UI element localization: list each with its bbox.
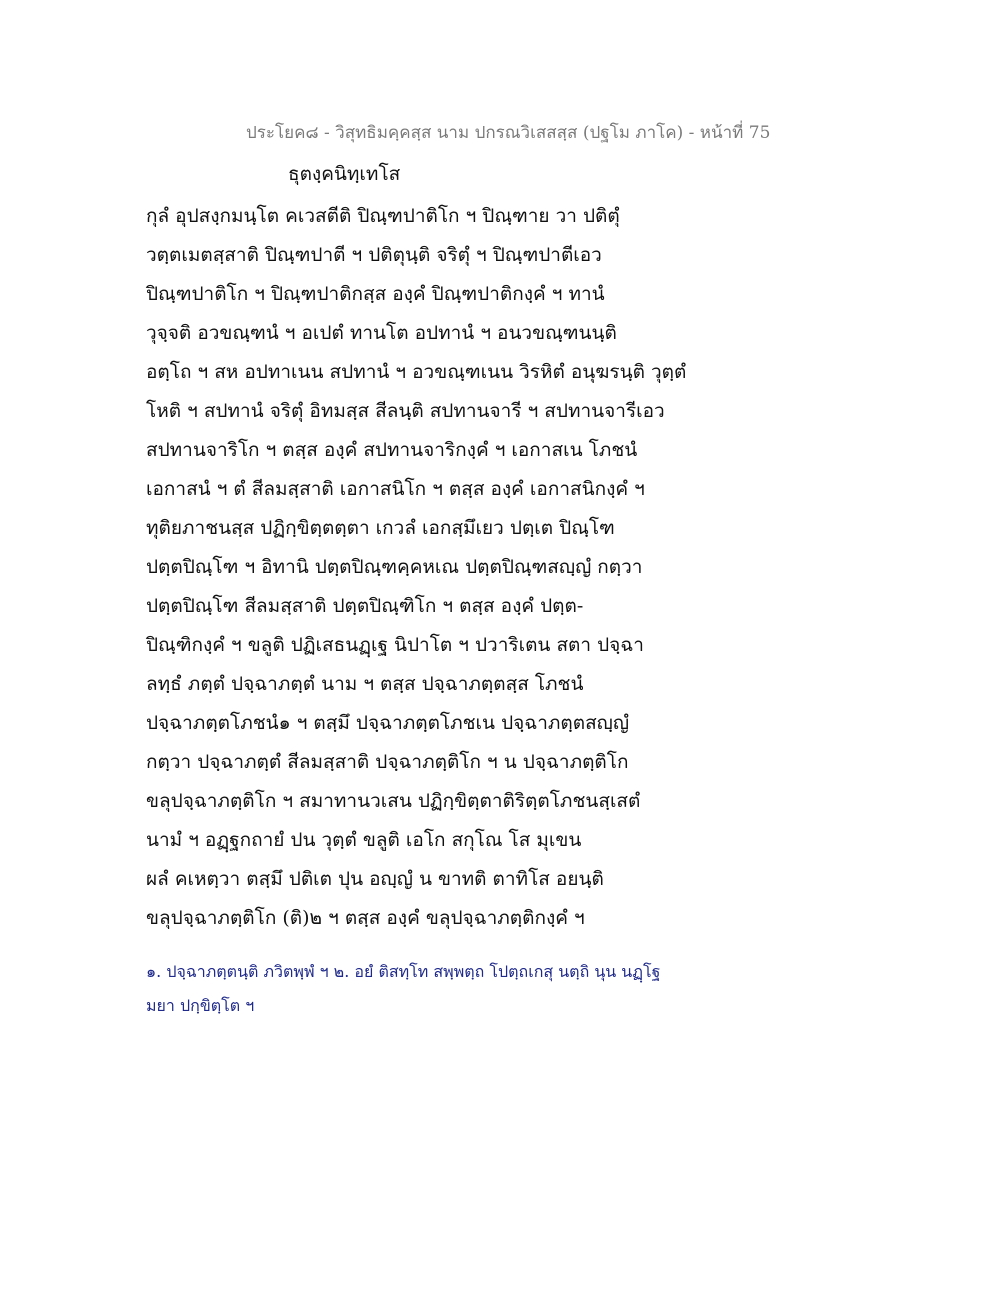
body-line: ปตฺตปิณฺโฑ ฯ อิทานิ ปตฺตปิณฺฑคฺคหเณ ปตฺตปิณฺฑสญฺญํ กตฺวา <box>146 556 643 578</box>
body-line: ปิณฺฑปาติโก ฯ ปิณฺฑปาติกสฺส องฺคํ ปิณฺฑปาติกงฺคํ ฯ ทานํ <box>146 283 605 305</box>
body-line: วุจฺจติ อวขณฺฑนํ ฯ อเปตํ ทานโต อปทานํ ฯ อนวขณฺฑนนฺติ <box>146 322 617 344</box>
body-line: ปจฺฉาภตฺตโภชนํ๑ ฯ ตสฺมึ ปจฺฉาภตฺตโภชเน ปจฺฉาภตฺตสญฺญํ <box>146 712 630 734</box>
body-line: ลทฺธํ ภตฺตํ ปจฺฉาภตฺตํ นาม ฯ ตสฺส ปจฺฉาภตฺตสฺส โภชนํ <box>146 673 584 695</box>
body-line: สปทานจาริโก ฯ ตสฺส องฺคํ สปทานจาริกงฺคํ ฯ เอกาสเน โภชนํ <box>146 439 638 461</box>
body-line: ขลุปจฺฉาภตฺติโก ฯ สมาทานวเสน ปฏิกฺขิตฺตาติริตฺตโภชนสฺเสตํ <box>146 790 641 812</box>
body-line: กุลํ อุปสงฺกมนฺโต คเวสตีติ ปิณฺฑปาติโก ฯ ปิณฺฑาย วา ปติตุํ <box>146 205 620 227</box>
body-line: ปตฺตปิณฺโฑ สีลมสฺสาติ ปตฺตปิณฺฑิโก ฯ ตสฺส องฺคํ ปตฺต- <box>146 595 584 617</box>
body-line: ขลุปจฺฉาภตฺติโก (ติ)๒ ฯ ตสฺส องฺคํ ขลุปจฺฉาภตฺติกงฺคํ ฯ <box>146 907 585 929</box>
body-line: ปิณฺฑิกงฺคํ ฯ ขลูติ ปฏิเสธนฏฺเฐ นิปาโต ฯ ปวาริเตน สตา ปจฺฉา <box>146 634 644 656</box>
body-line: อตฺโถ ฯ สห อปทาเนน สปทานํ ฯ อวขณฺฑเนน วิรหิตํ อนุฆรนฺติ วุตฺตํ <box>146 361 687 383</box>
body-line: กตฺวา ปจฺฉาภตฺตํ สีลมสฺสาติ ปจฺฉาภตฺติโก ฯ น ปจฺฉาภตฺติโก <box>146 751 629 773</box>
footnote-line: ๑. ปจฺฉาภตฺตนฺติ ภวิตพฺพํ ฯ ๒. อยํ ติสทฺโท สพฺพตฺถ โปตฺถเกสุ นตฺถิ นุน นฏฺโฐ <box>146 962 661 981</box>
body-line: ทุติยภาชนสฺส ปฏิกฺขิตฺตตฺตา เกวลํ เอกสฺมึเยว ปตฺเต ปิณฺโฑ <box>146 517 615 539</box>
body-line: เอกาสนํ ฯ ตํ สีลมสฺสาติ เอกาสนิโก ฯ ตสฺส องฺคํ เอกาสนิกงฺคํ ฯ <box>146 478 645 500</box>
body-line: โหติ ฯ สปทานํ จริตุํ อิทมสฺส สีลนฺติ สปทานจารี ฯ สปทานจารีเอว <box>146 400 665 422</box>
body-line: ผลํ คเหตฺวา ตสฺมึ ปติเต ปุน อญฺญํ น ขาทติ ตาทิโส อยนฺติ <box>146 868 604 890</box>
footnote-line: มยา ปกฺขิตฺโต ฯ <box>146 996 255 1015</box>
body-line: วตฺตเมตสฺสาติ ปิณฺฑปาตี ฯ ปติตุนฺติ จริตุํ ฯ ปิณฺฑปาตีเอว <box>146 244 602 266</box>
section-title: ธุตงฺคนิทฺเทโส <box>288 163 401 185</box>
footnotes <box>146 955 726 1023</box>
running-header: ประโยค๘ - วิสุทธิมคฺคสฺส นาม ปกรณวิเสสสฺส (ปฐโม ภาโค) - หน้าที่ 75 <box>246 123 771 143</box>
body-line: นามํ ฯ อฏฺฐกถายํ ปน วุตฺตํ ขลูติ เอโก สกุโณ โส มุเขน <box>146 829 582 851</box>
body-text <box>146 197 706 938</box>
